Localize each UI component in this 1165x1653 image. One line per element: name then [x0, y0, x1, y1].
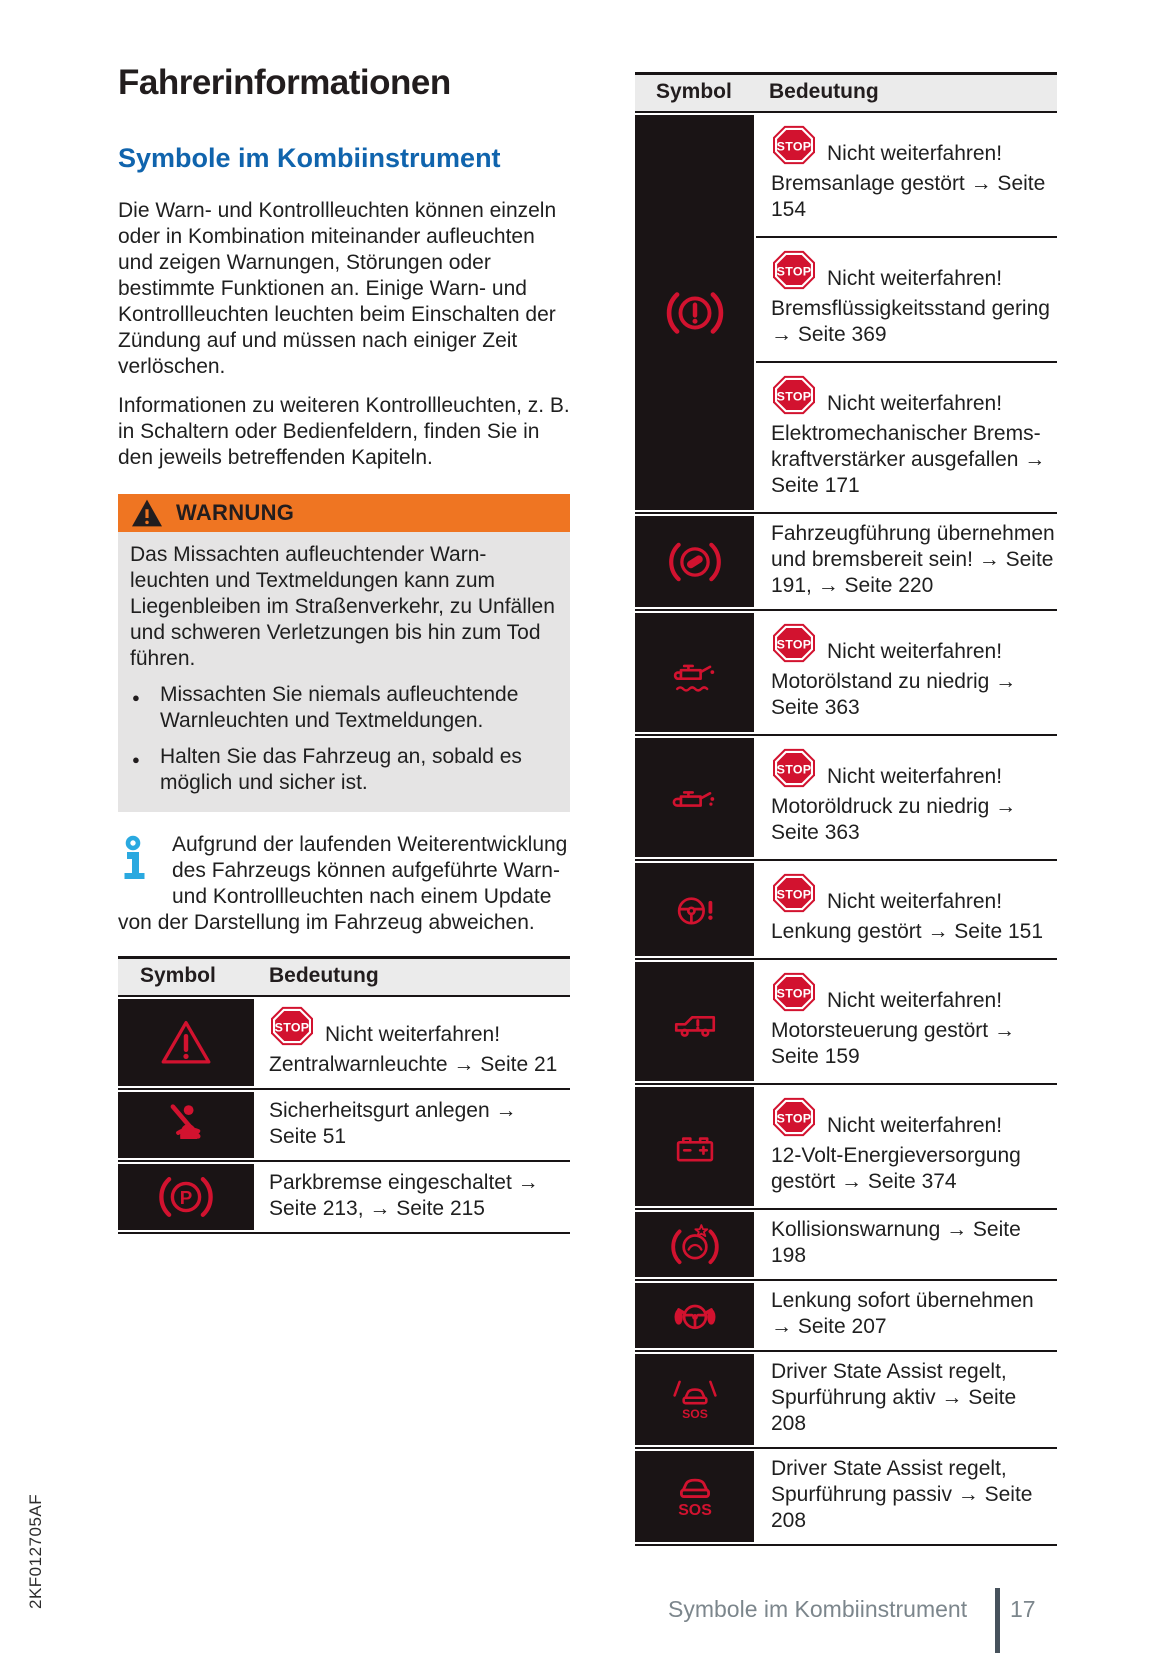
- warning-triangle-icon: [155, 1012, 217, 1074]
- stop-label: Nicht weiterfahren!: [827, 1114, 1003, 1137]
- stop-badge-icon: [771, 872, 817, 914]
- symbol-meaning: Zentralwarnleuchte → Seite 21: [269, 1053, 558, 1076]
- table-row-group: [635, 736, 1057, 861]
- intro-paragraph: Informationen zu weiteren Kontrollleuchten, z. B. in Schaltern oder Bedienfeldern, finden Sie in den jeweils betreffenden Kapiteln.: [118, 394, 570, 469]
- symbol-cell: [635, 738, 754, 857]
- footer-section-label: Symbole im Kombiinstrument: [668, 1596, 968, 1622]
- symbol-cell: [118, 1092, 254, 1158]
- table-row-group: [118, 1162, 570, 1234]
- table-row-group: [635, 1210, 1057, 1281]
- brake-ready-icon: [666, 533, 724, 591]
- stop-label: Nicht weiterfahren!: [827, 392, 1003, 415]
- table-row: [756, 960, 1057, 1083]
- oil-pressure-icon: [665, 768, 725, 828]
- table-row-group: [635, 1352, 1057, 1449]
- table-row: [756, 1281, 1057, 1350]
- seatbelt-icon: [158, 1097, 214, 1153]
- table-row: [756, 238, 1057, 363]
- warning-bullet-list: [130, 682, 558, 796]
- footer-divider-bar: [995, 1588, 1000, 1653]
- symbol-meaning: Driver State Assist regelt, Spurführung aktiv → Seite 208: [771, 1360, 1017, 1435]
- stop-label: Nicht weiterfahren!: [827, 890, 1003, 913]
- table-row: [756, 611, 1057, 734]
- table-row-group: [635, 514, 1057, 611]
- warning-bullet: ● Halten Sie das Fahrzeug an, sobald es möglich und sicher ist.: [130, 744, 558, 796]
- stop-label: Nicht weiterfahren!: [827, 640, 1003, 663]
- symbol-meaning: Bremsanlage gestört → Seite 154: [771, 172, 1046, 221]
- stop-badge-icon: [771, 1096, 817, 1138]
- table-row: [256, 997, 570, 1088]
- symbol-cell: [635, 1451, 754, 1542]
- table-row: [256, 1090, 570, 1160]
- right-column: [635, 72, 1057, 1546]
- symbol-meaning: Lenkung sofort übernehmen → Seite 207: [771, 1289, 1034, 1338]
- table-row: [756, 514, 1057, 609]
- symbol-cell: [635, 1212, 754, 1277]
- stop-badge-icon: [771, 249, 817, 291]
- symbol-meaning: Motorsteuerung gestört → Seite 159: [771, 1019, 1015, 1068]
- intro-paragraph: Die Warn- und Kontrollleuchten können einzeln oder in Kombination miteinander aufleuchten und zeigen Warnungen, Störungen oder bestimmte Funktionen an. Einige Warn- und Kontrollleuchten leuchten beim Einschalten der Zündung auf und müssen nach einiger Zeit verlöschen.: [118, 199, 557, 378]
- symbol-meaning: Kollisionswarnung → Seite 198: [771, 1218, 1021, 1267]
- column-header-symbol: Symbol: [140, 964, 216, 987]
- symbol-meaning: Driver State Assist regelt, Spurführung passiv → Seite 208: [771, 1457, 1033, 1532]
- brake-warning-icon: [664, 282, 726, 344]
- stop-label: Nicht weiterfahren!: [827, 765, 1003, 788]
- symbol-meaning: Motoröldruck zu niedrig → Seite 363: [771, 795, 1017, 844]
- symbol-meaning: Fahrzeugführung übernehmen und bremsbereit sein! → Seite 191, → Seite 220: [771, 522, 1055, 597]
- warning-box: [118, 494, 570, 812]
- symbol-cell: [635, 962, 754, 1081]
- table-header: [118, 959, 570, 997]
- warning-bullet: ● Missachten Sie niemals aufleuchtende Warnleuchten und Textmeldungen.: [130, 682, 558, 734]
- symbol-cell: [635, 613, 754, 732]
- table-row: [756, 1210, 1057, 1279]
- table-row: [756, 113, 1057, 238]
- symbol-cell: [635, 1087, 754, 1206]
- svg-text:SOS: SOS: [677, 1501, 712, 1519]
- spine-code: 2KF012705AF: [26, 1493, 45, 1609]
- table-row: [756, 1352, 1057, 1447]
- footer-page-number: 17: [1010, 1596, 1036, 1622]
- steering-warning-icon: [666, 881, 724, 939]
- symbol-meaning: 12-Volt-Energieversorgung gestört → Seite 374: [771, 1144, 1021, 1193]
- note-text: Aufgrund der laufenden Weiterentwicklung des Fahrzeugs können aufgeführte Warn- und Kontrollleuchten nach einem Update von der Darstellung im Fahrzeug abweichen.: [118, 833, 568, 934]
- left-column: [118, 0, 570, 1234]
- column-header-symbol: Symbol: [656, 80, 732, 103]
- engine-control-truck-icon: [665, 992, 725, 1052]
- table-row-group: [635, 1449, 1057, 1546]
- stop-badge-icon: [269, 1005, 315, 1047]
- battery-icon: [665, 1117, 725, 1177]
- stop-label: Nicht weiterfahren!: [325, 1023, 501, 1046]
- table-row-group: [635, 861, 1057, 960]
- symbol-meaning: Motorölstand zu niedrig → Seite 363: [771, 670, 1017, 719]
- symbol-table-left: [118, 956, 570, 1234]
- table-row: [756, 1449, 1057, 1544]
- page-title: Fahrerinformationen: [118, 63, 451, 102]
- warning-triangle-filled-icon: [130, 498, 164, 528]
- symbol-meaning: Lenkung gestört → Seite 151: [771, 920, 1044, 943]
- stop-label: Nicht weiterfahren!: [827, 989, 1003, 1012]
- symbol-cell: [635, 863, 754, 956]
- svg-text:P: P: [179, 1187, 193, 1209]
- warning-text: Das Missachten aufleuchtender Warnleuchten und Textmeldungen kann zum Liegenbleiben im Straßenverkehr, zu Unfällen und schweren Verletzungen bis hin zum Tod führen.: [130, 543, 555, 670]
- table-row: [756, 363, 1057, 512]
- symbol-meaning: Elektromechanischer Bremskraftverstärker ausgefallen → Seite 171: [771, 422, 1046, 497]
- table-row-group: [118, 997, 570, 1090]
- oil-level-icon: [665, 643, 725, 703]
- driver-state-assist-active-icon: [666, 1371, 724, 1429]
- stop-label: Nicht weiterfahren!: [827, 142, 1003, 165]
- table-row-group: [635, 611, 1057, 736]
- table-row: [756, 736, 1057, 859]
- stop-badge-icon: [771, 374, 817, 416]
- column-header-bedeutung: Bedeutung: [269, 964, 379, 987]
- symbol-cell: [635, 1354, 754, 1445]
- table-row: [756, 861, 1057, 958]
- info-note: [118, 832, 570, 936]
- symbol-cell: [118, 1164, 254, 1230]
- info-icon: [118, 835, 152, 891]
- warning-box-header: [118, 494, 570, 532]
- symbol-cell: [118, 999, 254, 1086]
- symbol-table-right: [635, 72, 1057, 1546]
- warning-box-body: [118, 532, 570, 812]
- symbol-meaning: Parkbremse eingeschaltet → Seite 213, → Seite 215: [269, 1171, 539, 1220]
- parking-brake-icon: [156, 1167, 216, 1227]
- symbol-cell: [635, 115, 754, 510]
- stop-badge-icon: [771, 622, 817, 664]
- table-row: [756, 1085, 1057, 1208]
- section-heading: Symbole im Kombiinstrument: [118, 143, 501, 173]
- stop-badge-icon: [771, 124, 817, 166]
- stop-label: Nicht weiterfahren!: [827, 267, 1003, 290]
- svg-text:SOS: SOS: [681, 1406, 708, 1421]
- table-row-group: [635, 1085, 1057, 1210]
- driver-state-assist-passive-icon: [665, 1467, 725, 1527]
- symbol-meaning: Bremsflüssigkeitsstand gering → Seite 369: [771, 297, 1050, 346]
- steering-hands-icon: [666, 1287, 724, 1345]
- symbol-meaning: Sicherheitsgurt anlegen → Seite 51: [269, 1099, 517, 1148]
- symbol-cell: [635, 1283, 754, 1348]
- column-header-bedeutung: Bedeutung: [769, 80, 879, 103]
- table-row-group: [635, 113, 1057, 514]
- table-row-group: [635, 960, 1057, 1085]
- stop-badge-icon: [771, 747, 817, 789]
- symbol-cell: [635, 516, 754, 607]
- warning-label: WARNUNG: [176, 500, 295, 525]
- collision-warning-icon: [666, 1216, 724, 1274]
- table-header: [635, 75, 1057, 113]
- table-row-group: [635, 1281, 1057, 1352]
- table-row-group: [118, 1090, 570, 1162]
- table-row: [256, 1162, 570, 1232]
- stop-badge-icon: [771, 971, 817, 1013]
